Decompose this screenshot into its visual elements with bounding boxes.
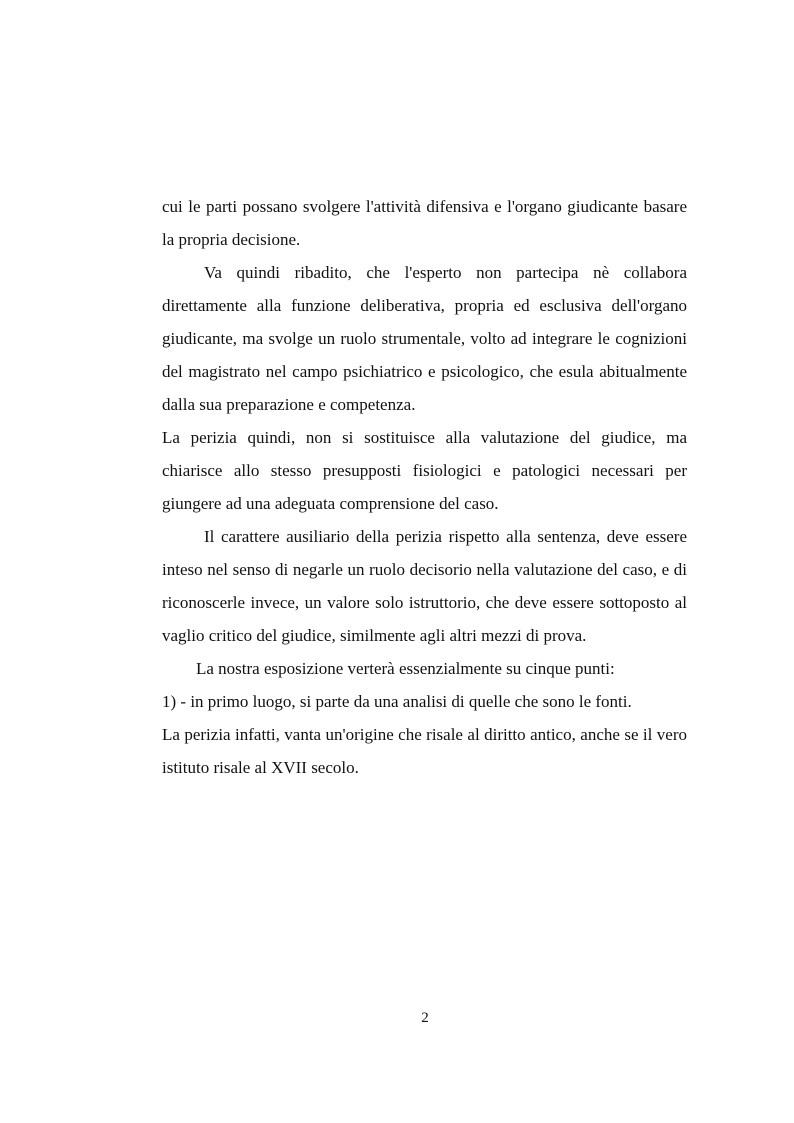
list-item-first-point: 1) - in primo luogo, si parte da una analisi di quelle che sono le fonti. <box>162 692 632 711</box>
paragraph-origin: La perizia infatti, vanta un'origine che risale al diritto antico, anche se il vero istituto risale al XVII secolo. <box>162 725 687 777</box>
paragraph-perizia-judge: La perizia quindi, non si sostituisce alla valutazione del giudice, ma chiarisce allo stesso presupposti fisiologici e patologici necessari per giungere ad una adeguata comprensione del caso. <box>162 428 687 513</box>
paragraph-exposition-intro: La nostra esposizione verterà essenzialmente su cinque punti: <box>196 659 615 678</box>
paragraph-expert-role: Va quindi ribadito, che l'esperto non partecipa nè collabora direttamente alla funzione deliberativa, propria ed esclusiva dell'organo giudicante, ma svolge un ruolo strumentale, volto ad integrare le cognizioni del magistrato nel campo psichiatrico e psicologico, che esula abitualmente dalla sua preparazione e competenza. <box>162 263 687 414</box>
paragraph-auxiliary-character: Il carattere ausiliario della perizia rispetto alla sentenza, deve essere inteso nel senso di negarle un ruolo decisorio nella valutazione del caso, e di riconoscerle invece, un valore solo istruttorio, che deve essere sottoposto al vaglio critico del giudice, similmente agli altri mezzi di prova. <box>162 527 687 645</box>
paragraph-continuation: cui le parti possano svolgere l'attività difensiva e l'organo giudicante basare la propria decisione. <box>162 197 687 249</box>
body-text <box>162 190 687 784</box>
page-number: 2 <box>421 1010 429 1026</box>
